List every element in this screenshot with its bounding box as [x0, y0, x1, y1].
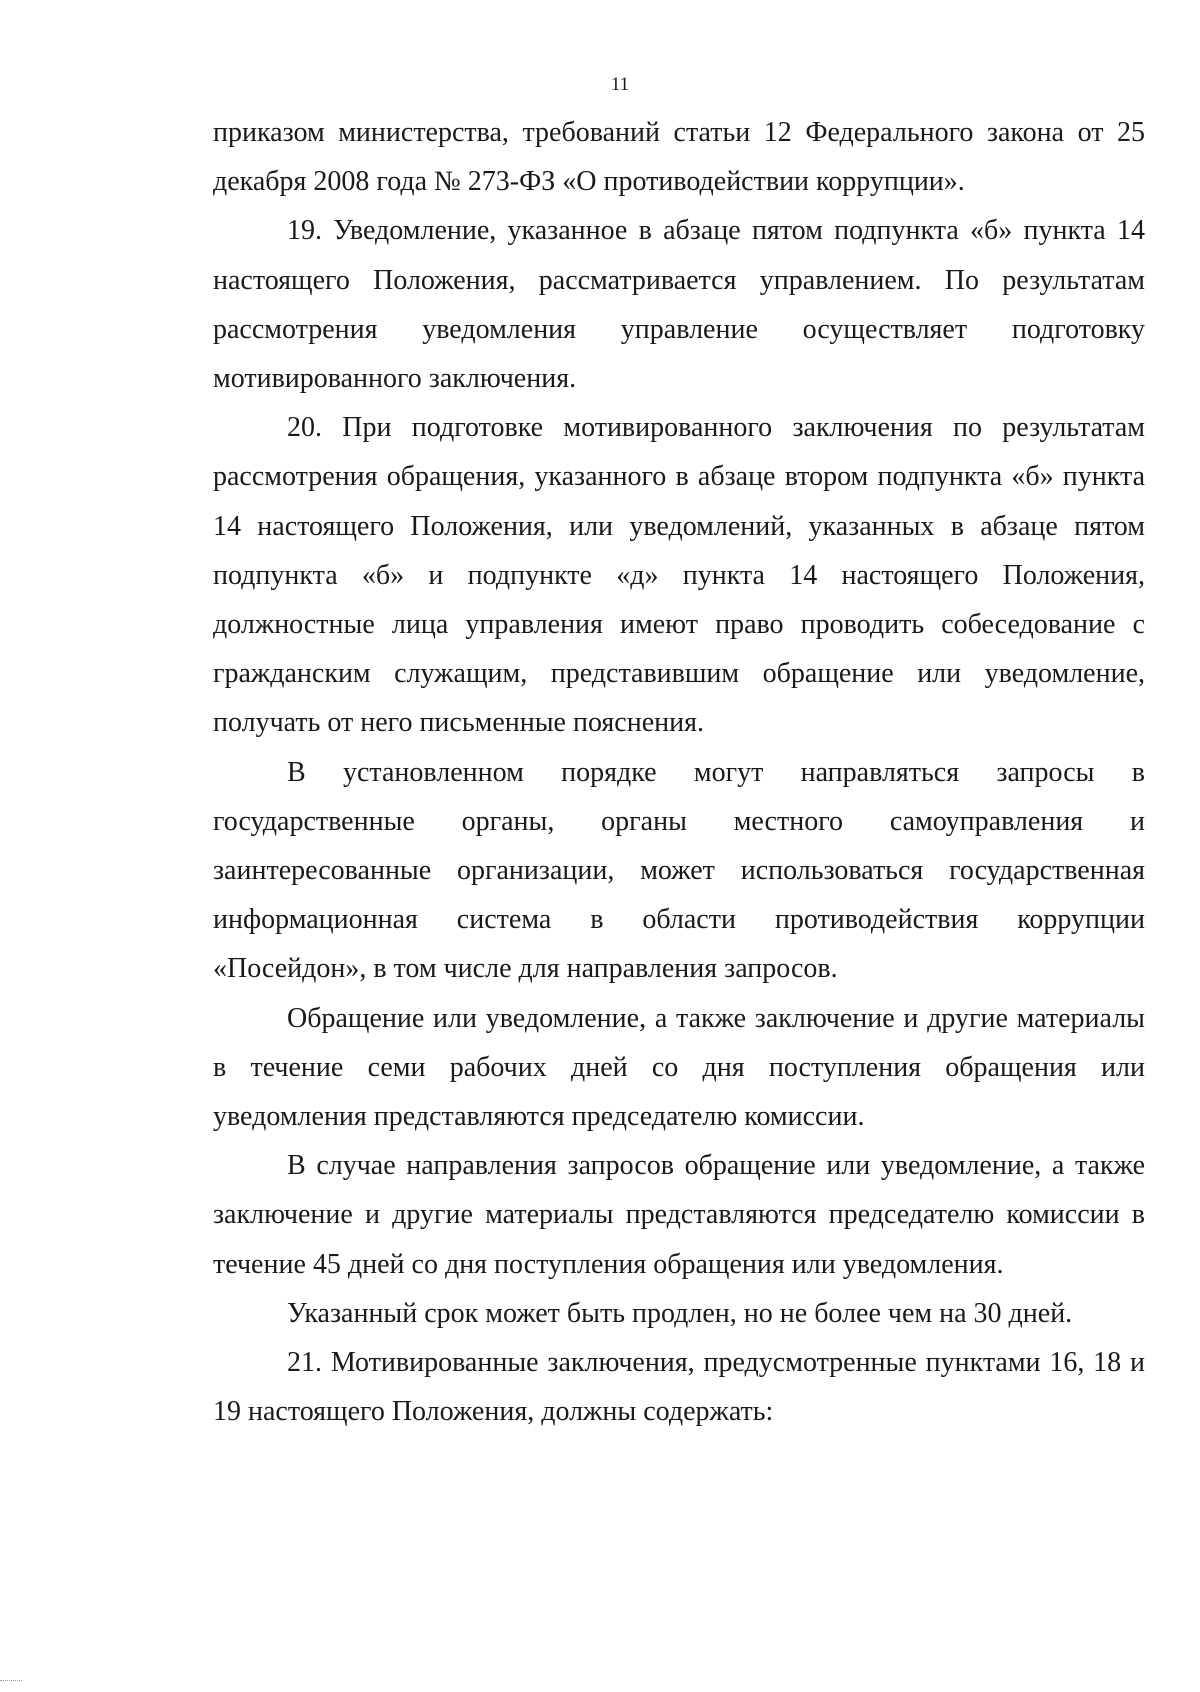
- paragraph-submission-45-days: В случае направления запросов обращение или уведомление, а также заключение и другие материалы представляются председателю комиссии в течение 45 дней со дня поступления обращения или уведомления.: [213, 1150, 1145, 1280]
- paragraph-item-21: 21. Мотивированные заключения, предусмотренные пунктами 16, 18 и 19 настоящего Положения, должны содержать:: [213, 1347, 1145, 1428]
- paragraph-item-20: 20. При подготовке мотивированного заключения по результатам рассмотрения обращения, указанного в абзаце втором подпункта «б» пункта 14 настоящего Положения, или уведомлений, указанных в абзаце пятом подпункта «б» и подпункте «д» пункта 14 настоящего Положения, должностные лица управления имеют право проводить собеседование с гражданским служащим, представившим обращение или уведомление, получать от него письменные пояснения.: [213, 412, 1145, 739]
- paragraph-extension: Указанный срок может быть продлен, но не более чем на 30 дней.: [287, 1297, 1073, 1329]
- paragraph-item-19: 19. Уведомление, указанное в абзаце пятом подпункта «б» пункта 14 настоящего Положения, рассматривается управлением. По результатам рассмотрения уведомления управление осуществляет подготовку мотивированного заключения.: [213, 215, 1145, 395]
- scan-edge-mark: [0, 1680, 22, 1684]
- paragraph-continuation: приказом министерства, требований статьи 12 Федерального закона от 25 декабря 2008 года № 273-ФЗ «О противодействии коррупции».: [213, 117, 1145, 198]
- page-number: 11: [610, 74, 630, 95]
- paragraph-requests: В установленном порядке могут направляться запросы в государственные органы, органы местного самоуправления и заинтересованные организации, может использоваться государственная информационная система в области противодействия коррупции «Посейдон», в том числе для направления запросов.: [213, 756, 1145, 985]
- paragraph-submission-seven-days: Обращение или уведомление, а также заключение и другие материалы в течение семи рабочих дней со дня поступления обращения или уведомления представляются председателю комиссии.: [213, 1002, 1145, 1133]
- document-body: [213, 108, 1145, 1436]
